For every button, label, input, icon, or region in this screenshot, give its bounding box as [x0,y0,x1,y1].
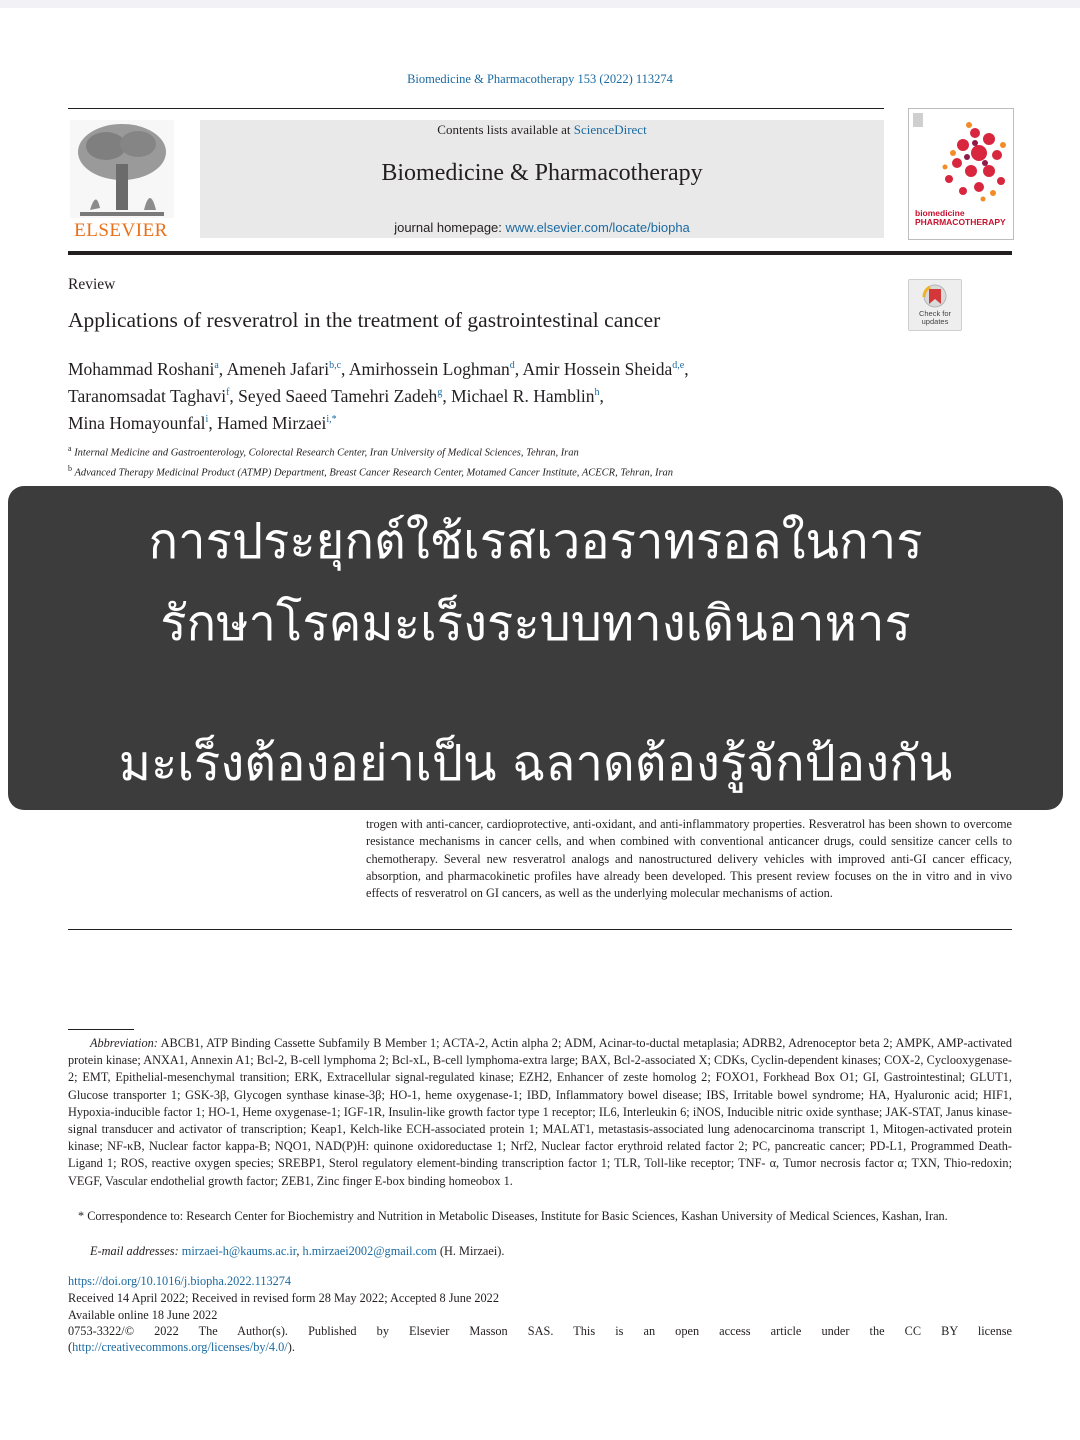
affiliation-item [68,441,1008,461]
author-affiliation-marker[interactable]: h [594,386,600,398]
check-updates-label [909,310,961,326]
top-strip [0,0,1080,8]
license-line: 0753-3322/© 2022 The Author(s). Published by Elsevier Masson SAS. This is an open access article under the CC BY license [68,1324,1012,1338]
email-tail: (H. Mirzaei). [436,1244,505,1258]
author-list [68,354,1008,434]
email-addresses [90,1243,504,1260]
author-separator: , [229,385,239,406]
abbreviations-lead: Abbreviation: [90,1036,158,1050]
footnote-rule [68,1029,134,1030]
overlay-line-1: การประยุกต์ใช้เรสเวอราทรอลในการ [148,513,923,570]
author-separator: , [599,385,604,406]
author-separator: , [684,358,689,379]
author-separator: , [442,385,452,406]
author-name[interactable]: Mina Homayounfal [68,412,206,433]
received-dates: Received 14 April 2022; Received in revised form 28 May 2022; Accepted 8 June 2022 [68,1291,499,1305]
author-separator: , [341,358,349,379]
article-type: Review [68,276,116,293]
thai-caption-overlay [8,486,1063,810]
affiliation-item [68,461,1008,481]
affiliation-marker: b [68,463,72,473]
homepage-line [200,220,884,235]
elsevier-logo[interactable] [66,120,176,240]
author-name[interactable]: Hamed Mirzaei [217,412,327,433]
header-thick-rule [68,251,1012,255]
overlay-line-2: รักษาโรคมะเร็งระบบทางเดินอาหาร [160,595,911,652]
overlay-line-3: มะเร็งต้องอย่าเป็น ฉลาดต้องรู้จักป้องกัน [118,735,953,792]
sciencedirect-link[interactable]: ScienceDirect [573,122,647,137]
author-affiliation-marker[interactable]: i,* [326,413,337,425]
license-link-line [68,1340,295,1355]
correspondence-footnote: * Correspondence to: Research Center for Biochemistry and Nutrition in Metabolic Diseases, Institute for Basic Sciences, Kashan University of Medical Sciences, Kashan, Iran. [78,1209,948,1223]
author-name[interactable]: Michael R. Hamblin [451,385,595,406]
publisher-name: ELSEVIER [74,220,168,241]
check-updates-line1: Check for [918,309,952,318]
cover-label-line2: PHARMACOTHERAPY [915,217,1006,227]
abstract-bottom-rule [68,929,1012,930]
email-link-2[interactable]: h.mirzaei2002@gmail.com [302,1244,437,1258]
abstract-text: trogen with anti-cancer, cardioprotective, anti-oxidant, and anti-inflammatory properties. Resveratrol has been shown to overcome resistance mechanisms in cancer cells, and when combined with conventional anticancer drugs, could sensitize cancer cells to chemotherapy. Several new resveratrol analogs and nanostructured delivery vehicles with improved anti-GI cancer efficacy, absorption, and pharmacokinetic profiles have already been developed. This present review focuses on the in vitro and in vivo effects of resveratrol on GI cancers, as well as the underlying molecular mechanisms of action. [366,817,1012,901]
author-affiliation-marker[interactable]: f [226,386,230,398]
license-close: ). [287,1340,295,1354]
author-affiliation-marker[interactable]: b,c [329,360,342,371]
cover-label [915,209,1009,227]
journal-header-box [200,120,884,238]
journal-cover-image[interactable] [908,108,1014,240]
email-lead: E-mail addresses: [90,1244,179,1258]
check-updates-line2: updates [921,317,949,326]
author-affiliation-marker[interactable]: g [437,386,443,398]
header-top-rule [68,108,884,109]
article-title: Applications of resveratrol in the treatment of gastrointestinal cancer [68,308,661,332]
journal-title: Biomedicine & Pharmacotherapy [381,160,703,186]
author-separator: , [208,412,218,433]
available-online: Available online 18 June 2022 [68,1308,218,1322]
homepage-link[interactable]: www.elsevier.com/locate/biopha [505,220,690,235]
contents-prefix: Contents lists available at [437,122,574,137]
doi-link[interactable]: https://doi.org/10.1016/j.biopha.2022.113274 [68,1274,292,1288]
cover-art-icon [909,109,1013,209]
check-for-updates-button[interactable] [908,279,962,331]
author-name[interactable]: Seyed Saeed Tamehri Zadeh [238,385,438,406]
abbreviations-text: ABCB1, ATP Binding Cassette Subfamily B Member 1; ACTA-2, Actin alpha 2; ADM, Acinar-to-ductal metaplasia; ADRB2, Adrenoceptor beta 2; AMPK, AMP-activated protein kinase; ANXA1, Annexin A1; Bcl-2, B-cell lymphoma 2; Bcl-xL, B-cell lymphoma-extra large; BAX, Bcl-2-associated X; CDKs, Cyclin-dependent kinases; COX-2, Cyclooxygenase-2; EMT, Epithelial-mesenchymal transition; ERK, Extracellular signal-regulated kinase; EZH2, Enhancer of zeste homolog 2; FOXO1, Forkhead Box O1; GI, Gastrointestinal; GLUT1, Glucose transporter 1; GSK-3β, Glycogen synthase kinase-3β; HO-1, heme oxygenase-1; IBD, Inflammatory bowel disease; IBS, Irritable bowel syndrome; HA, Hyaluronic acid; HIF1, Hypoxia-inducible factor 1; HO-1, Heme oxygenase-1; IGF-1R, Insulin-like growth factor type 1 receptor; IL6, Interleukin 6; iNOS, Inducible nitric oxide synthase; JAK-STAT, Janus kinase-signal transducer and activator of transcription; Keap1, Kelch-like ECH-associated protein 1; MALAT1, metastasis-associated lung adenocarcinoma transcript 1, Mitogen-activated protein kinase; NF-κB, Nuclear factor kappa-B; NQO1, NAD(P)H: quinone oxidoreductase 1; Nrf2, Nuclear factor erythroid related factor 2; PC, pancreatic cancer; PD-L1, Programmed Death-Ligand 1; ROS, reactive oxygen species; SREBP1, Sterol regulatory element-binding transcription factor 1; TLR, Toll-like receptor; TNF- α, Tumor necrosis factor α; TXN, Thio-redoxin; VEGF, Vascular endothelial growth factor; ZEB1, Zinc finger E-box binding homeobox 1. [68,1036,1012,1188]
author-affiliation-marker[interactable]: i [205,413,209,425]
email-link-1[interactable]: mirzaei-h@kaums.ac.ir [181,1244,297,1258]
author-name[interactable]: Ameneh Jafari [226,358,330,379]
email-separator: , [296,1244,303,1258]
license-link[interactable]: http://creativecommons.org/licenses/by/4.0/ [72,1340,288,1354]
abbreviations-footnote [68,1035,1012,1190]
author-affiliation-marker[interactable]: d,e [672,360,685,371]
contents-line [200,122,884,138]
author-affiliation-marker[interactable]: d [509,360,515,371]
affiliation-text: Internal Medicine and Gastroenterology, Colorectal Research Center, Iran University of Medical Sciences, Tehran, Iran [74,447,579,459]
check-updates-icon [909,280,961,310]
cover-label-line1: biomedicine [915,208,965,218]
author-separator: , [218,358,227,379]
journal-reference[interactable]: Biomedicine & Pharmacotherapy 153 (2022) 113274 [407,72,673,86]
affiliation-marker: a [68,444,72,453]
license-open: ( [68,1340,73,1354]
affiliation-text: Advanced Therapy Medicinal Product (ATMP) Department, Breast Cancer Research Center, Motamed Cancer Institute, ACECR, Tehran, Iran [74,467,674,478]
author-name[interactable]: Mohammad Roshani [68,358,215,379]
author-separator: , [514,358,523,379]
author-name[interactable]: Amir Hossein Sheida [522,358,673,379]
homepage-prefix: journal homepage: [394,220,506,235]
elsevier-tree-icon [70,120,174,218]
author-name[interactable]: Amirhossein Loghman [348,358,510,379]
author-affiliation-marker[interactable]: a [214,360,219,371]
author-name[interactable]: Taranomsadat Taghavi [68,385,227,406]
